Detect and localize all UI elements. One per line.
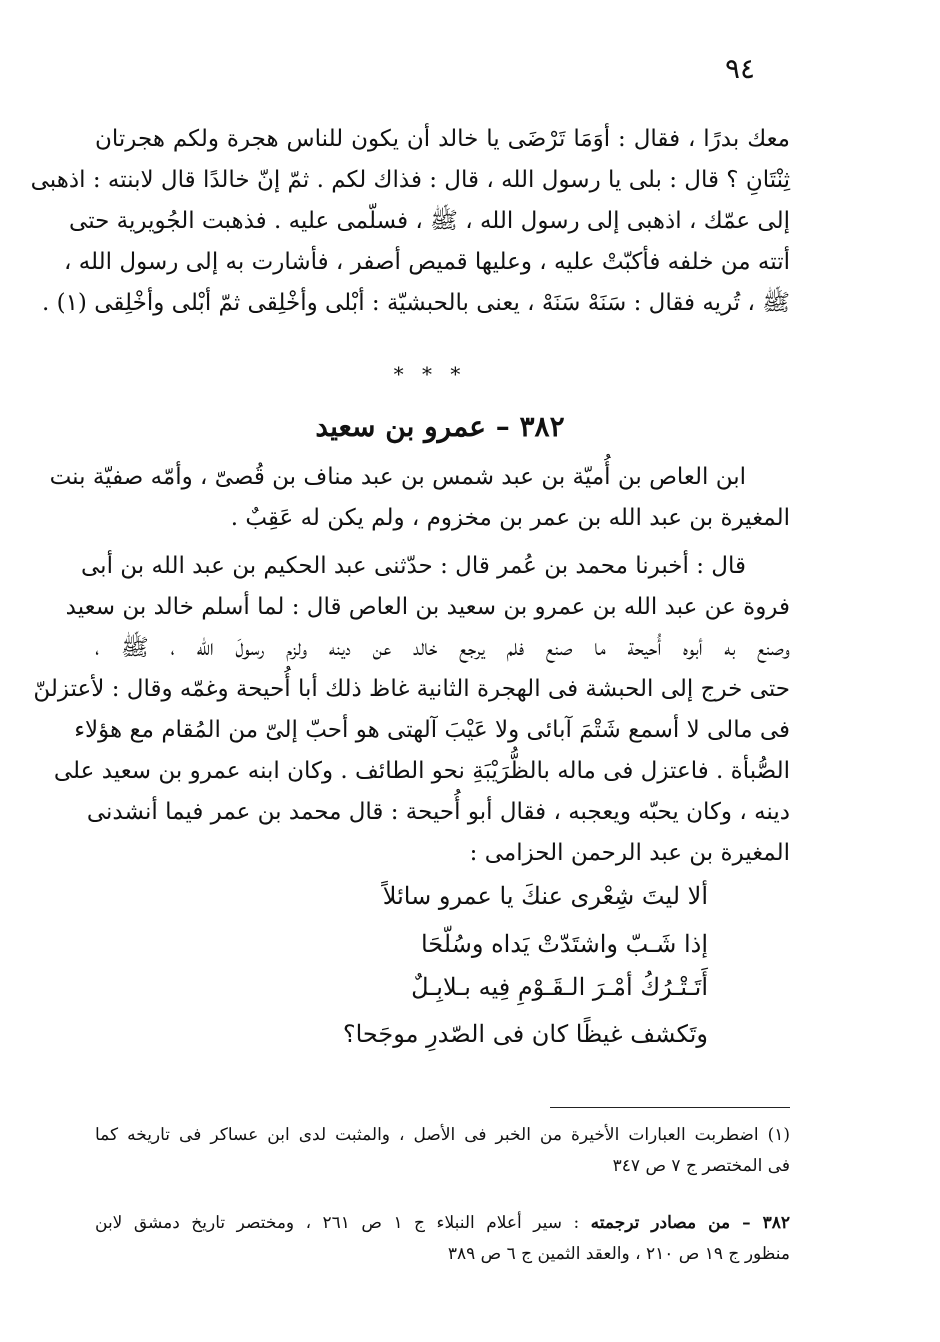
text-line: معك بدرًا ، فقال : أوَمَا تَرْضَى يا خالد أن يكون للناس هجرة ولكم هجرتان [95,126,790,152]
text-line: أتته من خلفه فأكبّتْ عليه ، وعليها قميص أصفر ، فأشارت به إلى رسول الله ، [63,249,790,275]
entry-heading: ٣٨٢ – عمرو بن سعيد [315,410,565,443]
poem-verse-3: أَتَـتْـرُكُ أمْـرَ الـقَـوْمِ فِيه بـلابِـلٌ [411,973,708,1001]
text-line: المغيرة بن عبد الله بن عمر بن مخزوم ، ولم يكن له عَقِبٌ . [230,505,790,531]
footnote-line: (١) اضطربت العبارات الأخيرة من الخبر فى الأصل ، والمثبت لدى ابن عساكر فى تاريخه كما [95,1125,790,1145]
footnote-label: ٣٨٢ – من مصادر ترجمته [590,1213,790,1233]
paragraph-continuation [30,119,790,324]
text-line: ﷺ ، تُريه فقال : سَنَهْ سَنَهْ ، يعنى بالحبشيّة : أبْلى وأخْلِقى ثمّ أبْلى وأخْلِقى (١) . [41,290,790,316]
paragraph-narration [33,546,790,874]
poem-verse-1: ألا ليتَ شِعْرى عنكَ يا عمرو سائلاً [382,882,708,910]
section-separator: * * * [393,362,467,386]
text-line: المغيرة بن عبد الرحمن الحزامى : [469,840,790,866]
text-line: فى مالى لا أسمع شَتْمَ آبائى ولا عَيْبَ آلهتى هو أحبّ إلىّ من المُقام مع هؤلاء [74,717,790,743]
footnote-text: : سير أعلام النبلاء ج ١ ص ٢٦١ ، ومختصر تاريخ دمشق لابن [95,1213,591,1233]
footnote-line: منظور ج ١٩ ص ٢١٠ ، والعقد الثمين ج ٦ ص ٣٨٩ [447,1244,790,1264]
text-line: ابن العاص بن أُميّة بن عبد شمس بن عبد مناف بن قُصىّ ، وأمّه صفيّة بنت [49,464,746,490]
footnote-1 [95,1120,790,1182]
text-line: فروة عن عبد الله بن عمرو بن سعيد بن العاص قال : لما أسلم خالد بن سعيد [65,594,790,620]
footnote-line [95,1208,790,1239]
text-line: ثِنْتَانِ ؟ قال : بلى يا رسول الله ، قال : فذاك لكم . ثمّ إنّ خالدًا قال لابنته : اذهبى [30,167,790,193]
footnote-line: فى المختصر ج ٧ ص ٣٤٧ [612,1156,790,1176]
footnote-sources [95,1208,790,1270]
text-line: دينه ، وكان يحبّه ويعجبه ، فقال أبو أُحيحة : قال محمد بن عمر فيما أنشدنى [86,799,790,825]
paragraph-lineage [49,457,790,539]
poem-verse-4: وتَكشف غيظًا كان فى الصّدرِ موجَحا؟ [342,1020,708,1048]
poem-verse-2: إذا شَـبّ واشتَدّتْ يَداه وسُلّحَا [420,930,708,958]
text-line: قال : أخبرنا محمد بن عُمر قال : حدّثنى عبد الحكيم بن عبد الله بن أبى [81,553,746,579]
footnote-divider [550,1107,790,1108]
text-line: إلى عمّك ، اذهبى إلى رسول الله ، ﷺ ، فسلّمى عليه . فذهبت الجُويرية حتى [69,208,790,234]
text-line: وصنع به أبوه أُحيحة ما صنع فلم يرجع خالد عن دينه ولزم رسولَ الله ، ﷺ ، [95,635,790,661]
page-number: ٩٤ [724,52,756,85]
text-line: الصُّبأة . فاعتزل فى ماله بالظُّرَيْبَةِ نحو الطائف . وكان ابنه عمرو بن سعيد على [53,758,790,784]
text-line: حتى خرج إلى الحبشة فى الهجرة الثانية غاظ ذلك أبا أُحيحة وغمّه وقال : لأعتزلنّ [33,676,790,702]
